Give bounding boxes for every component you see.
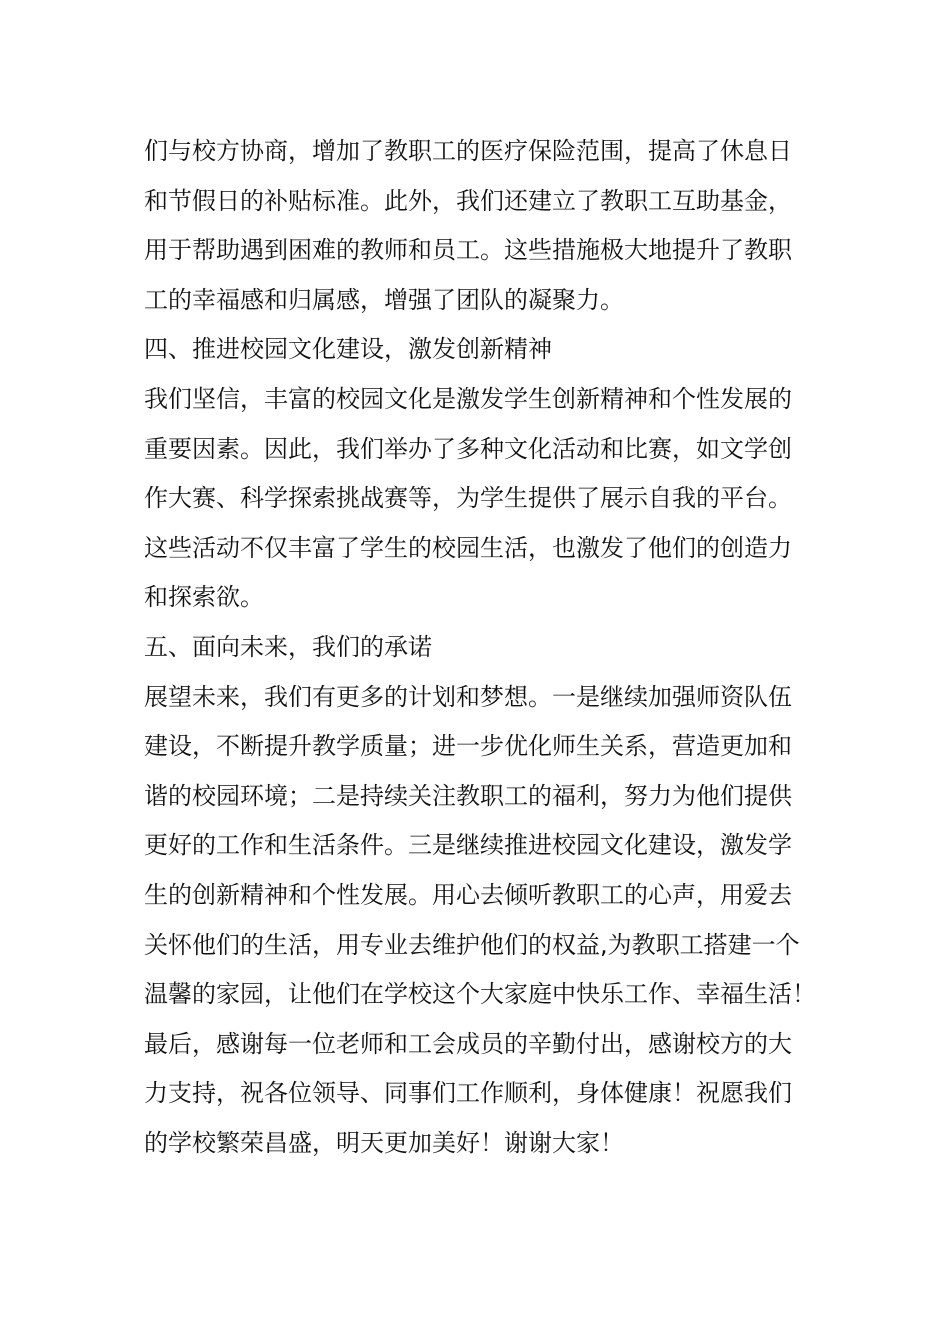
text-line: 和探索欲。 [144, 583, 264, 612]
text-line: 力支持，祝各位领导、同事们工作顺利，身体健康！祝愿我们 [144, 1079, 792, 1108]
section-heading-5: 五、面向未来，我们的承诺 [144, 632, 432, 661]
text-line: 我们坚信，丰富的校园文化是激发学生创新精神和个性发展的 [144, 384, 792, 413]
text-line: 重要因素。因此，我们举办了多种文化活动和比赛，如文学创 [144, 434, 792, 463]
text-line: 和节假日的补贴标准。此外，我们还建立了教职工互助基金， [144, 186, 792, 215]
text-line: 关怀他们的生活，用专业去维护他们的权益,为教职工搭建一个 [144, 930, 800, 959]
text-line: 更好的工作和生活条件。三是继续推进校园文化建设，激发学 [144, 831, 792, 860]
text-line: 用于帮助遇到困难的教师和员工。这些措施极大地提升了教职 [144, 236, 792, 265]
text-line: 这些活动不仅丰富了学生的校园生活，也激发了他们的创造力 [144, 533, 792, 562]
document-body [144, 127, 816, 1168]
text-line: 生的创新精神和个性发展。用心去倾听教职工的心声，用爱去 [144, 880, 792, 909]
text-line: 的学校繁荣昌盛，明天更加美好！谢谢大家！ [144, 1128, 624, 1157]
text-line: 们与校方协商，增加了教职工的医疗保险范围，提高了休息日 [144, 137, 792, 165]
text-line: 建设，不断提升教学质量；进一步优化师生关系，营造更加和 [144, 732, 792, 761]
text-line: 作大赛、科学探索挑战赛等，为学生提供了展示自我的平台。 [144, 484, 792, 513]
text-line: 工的幸福感和归属感，增强了团队的凝聚力。 [144, 285, 624, 314]
section-heading-4: 四、推进校园文化建设，激发创新精神 [144, 335, 552, 364]
text-line: 温馨的家园，让他们在学校这个大家庭中快乐工作、幸福生活！ [144, 980, 816, 1009]
text-line: 最后，感谢每一位老师和工会成员的辛勤付出，感谢校方的大 [144, 1029, 792, 1058]
text-line: 谐的校园环境；二是持续关注教职工的福利，努力为他们提供 [144, 781, 792, 810]
text-line: 展望未来，我们有更多的计划和梦想。一是继续加强师资队伍 [144, 682, 792, 711]
